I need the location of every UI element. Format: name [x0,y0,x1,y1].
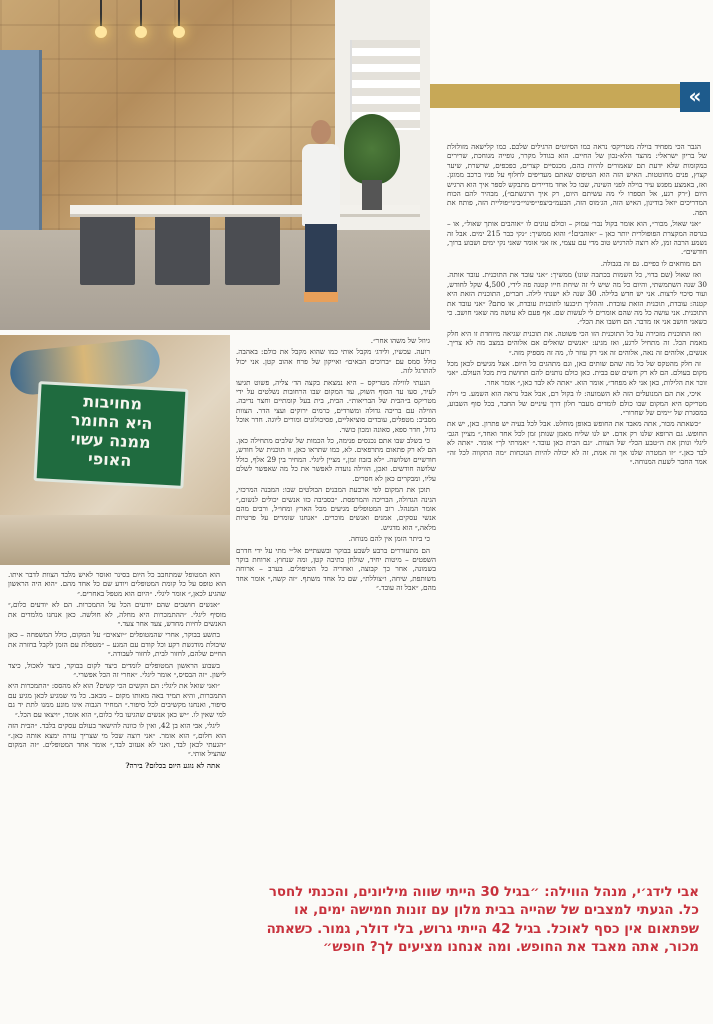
pendant-lamp [178,0,180,28]
paragraph: בתשע בבוקר, אחרי שהמטופלים ״יוצאים״ על המקום, כולל המשפחה – כאן שיבולת מודגשת רקע וכל קודם עם המגע – ״מטפלת עם הזמן לקבל בחזרה את החיים שלהם, לחזור לבית, לחזור לעבודה.״ [8,630,226,659]
paragraph: הם מתעוררים ברבע לשבע בבוקר ובשעתיים אל״י מתי על ידי חדרם השפטים – מיטות יחיד, שולחן כתיבה קטן, ומה שנחוץ. ארוחת בוקר בשמונה, אחר כך קבוצה, ואחריה כל הטיפולים. בערב – ארוחה משותפת, שיחה, ו״צוללת״, שם כל אחד משתף. ״זה קשה,״ אומר אחד מהם, ״אבל זה עובד.״ [236,545,436,593]
paragraph: איכי, את הם המנועלים הזה לא השמועה: לו בקול רם, אבל אבל נראה הוא השמע. כי וילה מטריקס היא המקום שבו כולם לומדים מעבר חלון דרך עיניים של החבר, בכל סוף השבוע, במסגרת של ״ימים של שחרור״. [447,389,707,417]
paragraph: רועה. עכשיו, ולידג׳ מקבל אותי כמו שהוא מקבל את כולם: באהבה. כולל סמס עם ״ברוכים הבאים״ ואייקון של פרח אהוב קטן. אני יכול להתרגל לזה. [236,347,436,376]
person-cleaning [300,120,342,320]
pull-quote [251,884,699,958]
sign-line: מחויבות [82,391,143,414]
section-header-band [430,84,680,108]
paragraph: זה חלק מהטקס של כל מה שהם שותים כאן, וגם מתהגים כל היום. אצל מגיעים לכאן מכל מקום בעולם. הם לא רק חשים שם בבית. כאן כולם נותנים להם תחושת בית מכל העולם. ״אני זוכר את הלילות, כאן אני לא מפחד״, אומר הוא. ״אתה לא לבד כאן,״ אומר אחר. [447,358,707,387]
sign-line: האופי [87,448,132,470]
paragraph: ״אנשים חושבים שהם יודעים הכל על התמכרות. הם לא יודעים כלום,״ מוסיף ליגלי. ״ההתמכרות היא מחלה, לא חולשה. כאן אנחנו מלמדים את האנשים לחיות מחדש, צעד אחר צעד.״ [8,600,226,629]
pendant-lamp [100,0,102,28]
sign-photo [0,335,230,565]
article-column-left [8,570,226,995]
paragraph: בשבוע הראשון המטופלים לומדים כיצד לקום בבוקר, כיצד לאכול, כיצד לישון. ״זה הבסיס,״ אומר ליגלי. ״אחרי זה הכל אפשרי.״ [8,660,226,680]
floor [0,230,430,330]
sign-line: היא החומר [70,409,153,434]
dining-chair [225,210,280,285]
paragraph: הגעתי לווילה מטריקס – היא נמצאת בקצה הד׳ צליה, פשוט תגיעו לעיר, סעו עד הסוף השוק, עד המקום שבו הרחובות נשלטים על ידי מטריקס ב״הבית של הבריאות״. הבית, בית בעל קומתיים וחצר נדיבה. הווילה עם בריכה גדולה ומשרדים, כרמים ירוקים ועצי הדר. הצוות מסביב: מטפלים, עובדים סוציאליים, פסיכולוגים ומורים ליוגה. חדר אוכל גדול, חדר ספא, סאונה ומכון כושר. [236,377,436,434]
article-column-right [447,142,707,877]
paragraph: גיוזל של משהו אחר״. [370,336,430,345]
paragraph: ״אני שאול, מכור״, הוא אומר בקול נבר׳ עמוק – וכולם עונים לו ״אוהבים אותך שאול״, או – בגרסה המקצרת הפופולרית יותר כאן – ״אוהבים!״ והוא ממשיך: ״נקי כבר 215 ימים. אבל זה נשמע הרבה זמן, לא רוצה להרגיש טוב מדי עם עצמי, אז אני אומר שאני נקי ימים ושבוע ברוך, חודשים״. [447,219,707,257]
potted-plant [344,110,400,210]
dining-chair [80,210,135,285]
motto-sign [33,381,188,489]
paragraph: ״ואני שואל את ליגלי: הם הקשים הכי קשים? הוא לא מהסס: ״התמכרות היא התמכרות, והיא תמיד באה מאותו מקום – מכאב. כל מי שמגיע לכאן מגיע עם סיפור, ואנחנו מקשיבים לכל סיפור.״ המחיר הגבוה אינו מונע ממנו לתת יד גם למי שאין לו. ״יש כאן אנשים שהגיעו בלי כלום,״ הוא אומר, ״ויצאו עם הכל.״ [8,681,226,719]
pull-quote-text: ״בגיל 30 הייתי שווה מיליונים, והכנתי לחסר כל. הגעתי למצבים של שהייה בבית מלון עם זונות חמישה ימים, או שפתאום אין כסף לאוכל. בגיל 42 הייתי גרוש, בלי דולר, גמור. כשאתה מכור, אתה מאבד את החופש. ומה אנחנו מציעים לך? חופש״ [266,885,699,956]
paragraph: הגבר הכי מפחיד בוילה מטריקס׳ נראה כמו הסיוטים הרגילים שלכם. כמו קלישאה מזולזלת של בריון ישראלי: מהצד הלא-נכון של החיים. הוא בגודל מקרר, גופייה מגוחכת, שרירים במקומות שלא ידעת תם שאמורים להיות בהם, מכנסיים קצרים, כפכפים, שרשרת, שיער קצוץ, פנים מחוטטות. האיש הזה הוא הטיפוס שאתם מעדיפים לחלוף על פניו ברכב ממוגן. ואז, באמצע מפגש עיר בוילה לפני השינה, שבו כל אחד מדיירים מתבקש לספר איך הוא הרגיש היום (״רק רגע, אל תספרו לי מה עשיתם היום, רק איך הרגשתם״), מבהיר להם הכוח המדריכים יואל בודינון, האיש הזה, הג׳מוס הזה, הבעמ״ביצפי״פינוי״ביני״פוליית הזה, פותח את הפה. [447,142,707,217]
dining-room-photo [0,0,430,330]
paragraph: ״כשאתה מכור, אתה מאבד את החופש באופן מוחלט. אבל לכל בעיה יש פתרון. כאן, יש את החופש. גם הרופא שלנו רק אדם. יש לנו שליח מאמן שנותן זמן לכל אחד ואחד,״ מציין הגב׳ ליגלי ונותן את ה״טבע הכל״ של הצוות. ״גם הבית כאן עובד.״ ״אמרתי לך״ אומר. ״אתה לא לבד כאן.״ ״זו המטרה שלנו אך זה אמת, זה לא יכולה להיות הנוכחות ״מה התקווה לכל זה״ אמר החבר לשעת המנוחה.״ [447,419,707,466]
article-column-middle [236,336,436,881]
paragraph: הוא המטופל שמתחבב כל היום בסינר ואוסר לאיש מלבד הצוות לדבר איתו. הוא טופס על כל קומת המטופלים ויודע שם כל אחד מהם. ״הוא היה הראשון שהגיע לכאן,״ אומר ליגלי. ״היום הוא מטפל באחרים.״ [8,570,226,598]
dining-chair [155,210,210,285]
paragraph: כי בשלב שבו אתם נכנסים פנימה, כל הכמות של שלבים מתחילה כאן. הם לא רק פתאום מתרפאים. לא, כמו שתראו כאן, זו תוכנית של חודש, חודשיים ושלושה. ״לא בזבוז זמן,״ מציין ליגלי. המחיר בין 29 אלף, כולל שלושה חודשים. ואכן, הווילה נועדה לאפשר את כל מה שאפשר לשלם עליו, ומבקרים כאן לא חסרים. [236,436,436,483]
paragraph: ליגלי, אבי הוא בן 42, ואין לו כוונה להישאר בעולם עסקים בלבד. ״הבית הזה הוא חלום,״ הוא אומר. ״אני רוצה שכל מי שצריך עזרה ימצא אותה כאן.״ ״הגעתי לכאן לבד, ואני לא אעזוב לבד,״ אומר אחד המטופלים. ״זה המקום שהציל אותי.״ [8,721,226,759]
paragraph: ואז התוכנית מזכירה על כל התוכנית הזו הכי פשוטה. את תוכנית שגיאה מיוחדת זו היא חלק מאמת הכל. זה מתחיל לרגע, ואז מגיע: ״אנשים שואלים אם אלוהים במצב מה לא צריך. אנשים, אלוהים זה נאה, אלוהים זה אני רק עוזר לו, מה זה מספיק מזה.״ [447,328,707,357]
paragraph: הם מוחאים לו כפיים. גם זה בגבולה. [600,258,701,268]
double-chevron-left-icon[interactable]: « [680,82,710,112]
paragraph: כי ביתר הזמן אין להם מנוחה. [348,534,430,544]
sign-background [0,515,230,565]
pendant-lamp [140,0,142,28]
sign-line: ממנה עשוי [70,428,152,452]
pull-quote-speaker: אבי לידג׳י, מנהל הווילה: [544,885,699,900]
end-question: אתה לא נוגע היום בכלום? בירה? [125,760,220,770]
paragraph: תוכן את המקום לפי ארבעת המבנים הבולטים שבו: המבנה המרכזי, הגינה הגדולה, הבריכה והמרפסת. ״בסביבה כזו אנשים יכולים לנשום,״ אומר המנהל. רוב המטופלים מגיעים מכל הארץ ומחו״ל, ורבים מהם אנשי עסקים, אמנים ואנשים מוכרים. ״אנחנו שומרים על פרטיות מלאה,״ הוא מדגיש. [236,485,436,532]
paragraph: ואז שאול (שם בדוי, כל השמות בכתבה שונו) ממשיך: ״אני עובד את התוכנית. עובד אותה. 30 שנה השתמשתי, והיום כל מה שיש לי זה שיחת חייו קטנה פה לידי, 4,500 שקל לחודש, ועוד סיכוי לרצות. אני יש חדש בלילה. 30 שנה לא ישנתי לילה. חברים, התוכנית הזאת היא קטנה: עובדת, תוכנית הזאת עובדת. וההליך תיכנעו לתוכנית עובדת, או סתם? ״אני עובד את התוכנית. אני עושה כל מה שהם אומרים לי לעשות שם. אף פעם לא עושה מה שאני חושב. כי כשאני חושב אני אז מדבר. הם חשבו את הכל״. [447,270,707,327]
